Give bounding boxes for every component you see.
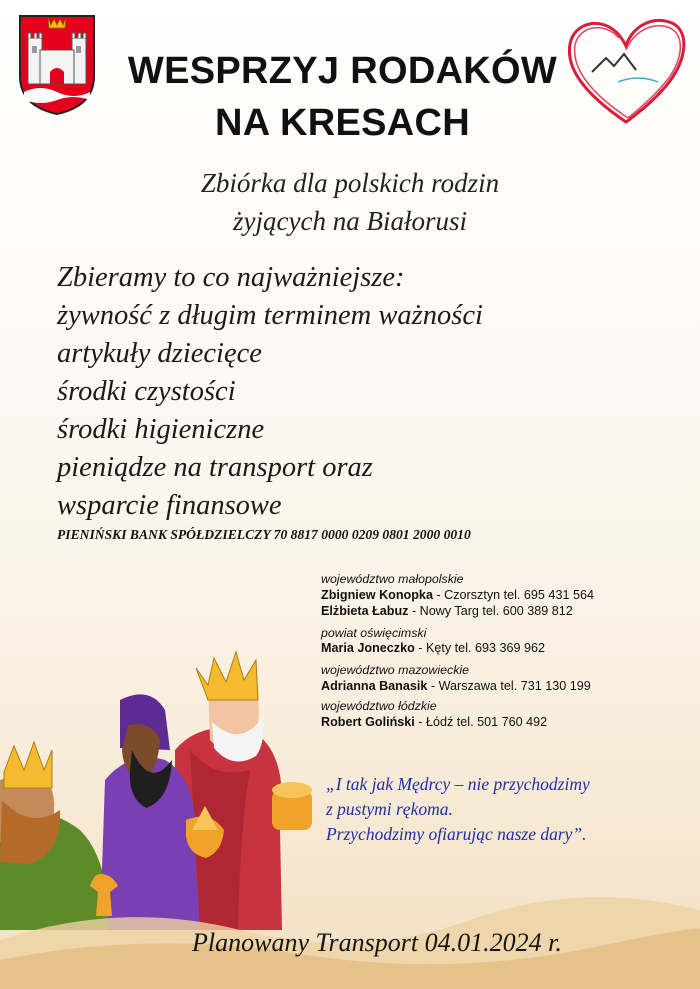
coat-of-arms-icon (18, 14, 96, 116)
needs-item: pieniądze na transport oraz (57, 452, 373, 483)
subtitle-line2: żyjących na Białorusi (233, 206, 467, 236)
page-title-line1: WESPRZYJ RODAKÓW (127, 50, 558, 92)
page-title-line2: NA KRESACH (215, 102, 470, 144)
contact-name: Zbigniew Konopka (321, 588, 433, 602)
needs-item: środki czystości (57, 376, 236, 407)
quote-line1: „I tak jak Mędrcy – nie przychodzimy (326, 774, 590, 794)
contact-name: Robert Goliński (321, 715, 415, 729)
quote-line3: Przychodzimy ofiarując nasze dary”. (326, 824, 587, 844)
subtitle-line1: Zbiórka dla polskich rodzin (200, 168, 500, 198)
contact-person (321, 715, 547, 729)
contact-detail: - Czorsztyn tel. 695 431 564 (432, 588, 594, 602)
bank-account: PIENIŃSKI BANK SPÓŁDZIELCZY 70 8817 0000 0209 0801 2000 0010 (57, 527, 471, 542)
contact-region: powiat oświęcimski (321, 626, 427, 640)
contact-detail: - Łódź tel. 501 760 492 (414, 715, 548, 729)
quote-line2: z pustymi rękoma. (326, 799, 453, 819)
needs-item: artykuły dziecięce (57, 338, 262, 369)
transport-date: Planowany Transport 04.01.2024 r. (192, 928, 562, 957)
contact-detail: - Warszawa tel. 731 130 199 (427, 679, 591, 693)
contact-region: województwo mazowieckie (321, 663, 470, 677)
contact-name: Maria Joneczko (321, 641, 415, 655)
contact-region: województwo małopolskie (321, 572, 464, 586)
needs-item: żywność z długim terminem ważności (57, 300, 483, 331)
contact-detail: - Nowy Targ tel. 600 389 812 (408, 604, 573, 618)
contact-person (321, 641, 545, 655)
contact-name: Adrianna Banasik (321, 679, 428, 693)
contact-detail: - Kęty tel. 693 369 962 (414, 641, 546, 655)
contact-person (321, 604, 573, 618)
needs-item: środki higieniczne (57, 414, 265, 445)
contact-name: Elżbieta Łabuz (321, 604, 409, 618)
needs-heading: Zbieramy to co najważniejsze: (57, 262, 405, 293)
contact-person (321, 588, 594, 602)
contact-person (321, 679, 591, 693)
contact-region: województwo łódzkie (321, 699, 437, 713)
needs-item: wsparcie finansowe (57, 490, 282, 521)
